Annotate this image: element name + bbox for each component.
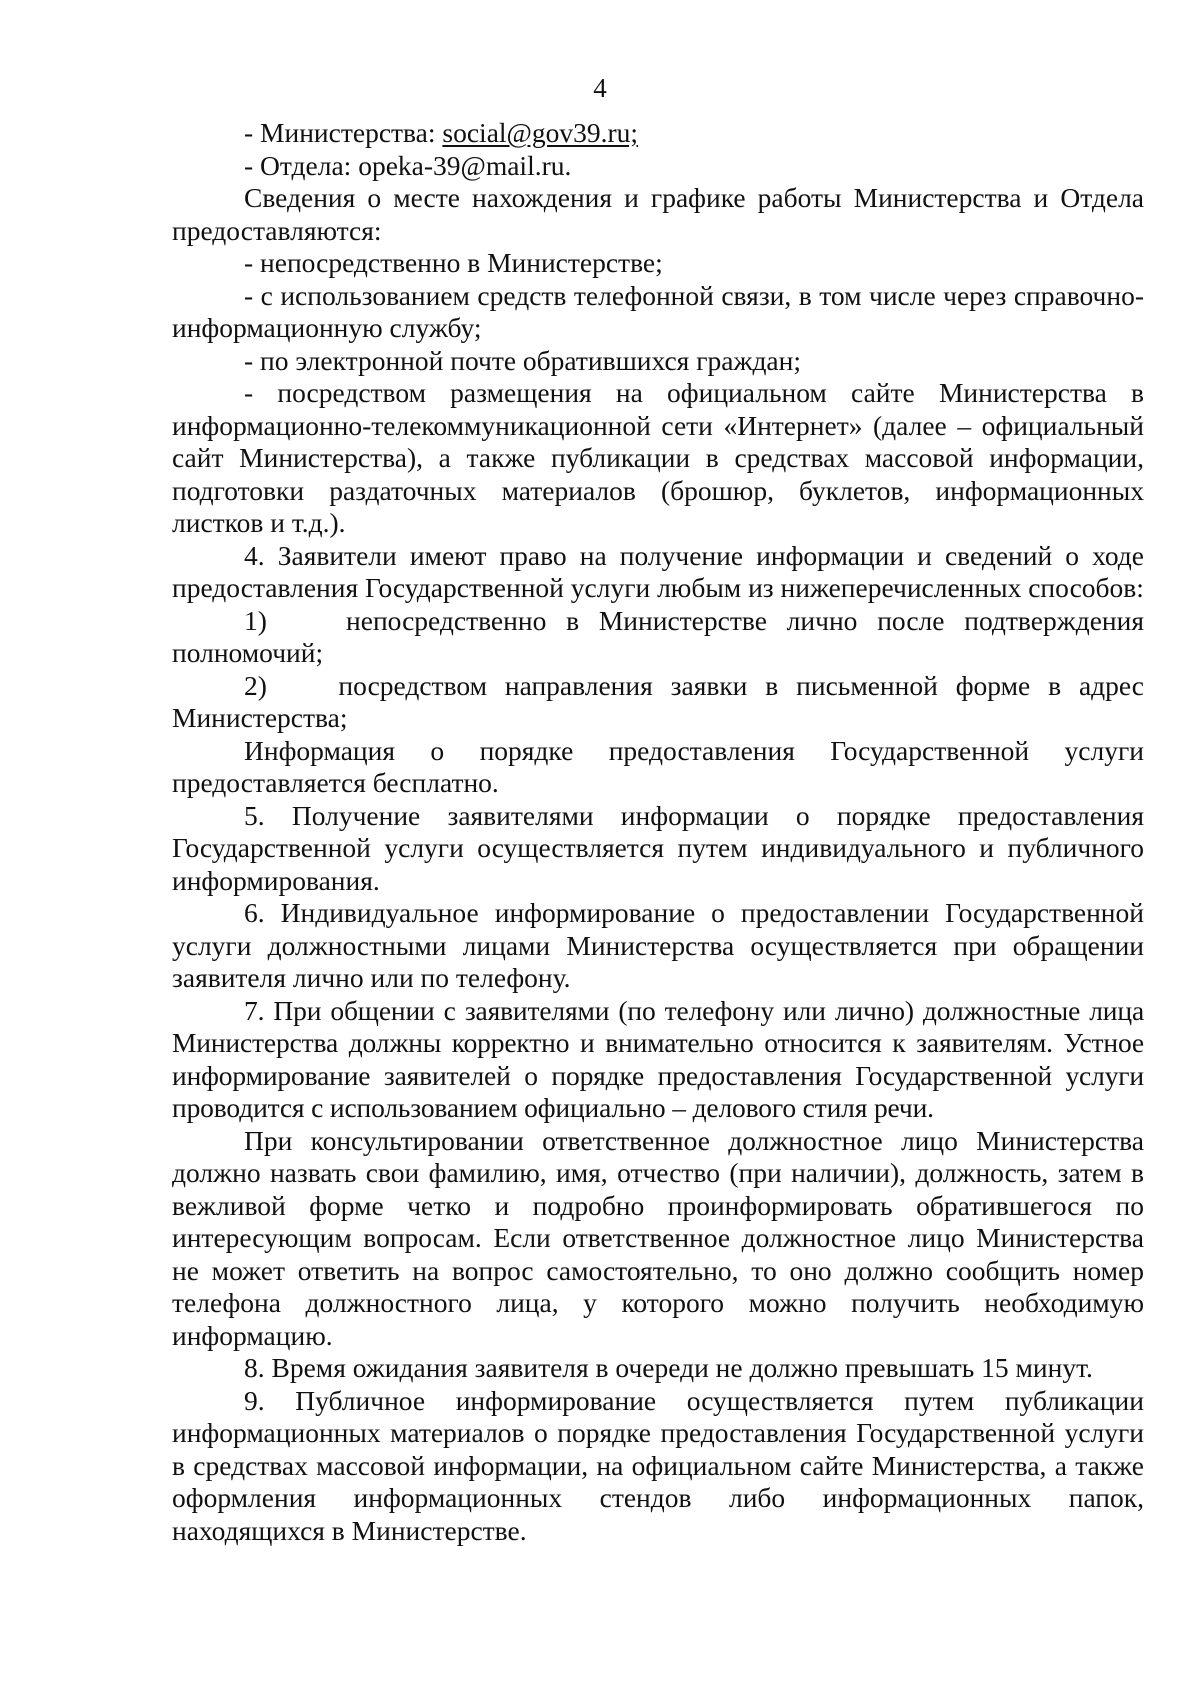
- paragraph-7: 7. При общении с заявителями (по телефону или лично) должностные лица Министерства должны корректно и внимательно относится к заявителям. Устное информирование заявителей о порядке предоставления Государственной услуги проводится с использованием официально – делового стиля речи.: [172, 994, 1144, 1123]
- ministry-email-link[interactable]: social@gov39.ru;: [442, 117, 639, 148]
- paragraph-8: 8. Время ожидания заявителя в очереди не должно превышать 15 минут.: [244, 1352, 1093, 1383]
- list-item-email: - по электронной почте обратившихся граждан;: [244, 344, 801, 376]
- page-number: 4: [593, 73, 607, 103]
- list-item-2: 2) посредством направления заявки в письменной форме в адрес Министерства;: [172, 669, 1144, 733]
- list-item-website: - посредством размещения на официальном сайте Министерства в информационно-телекоммуникационной сети «Интернет» (далее – официальный сайт Министерства), а также публикации в средствах массовой информации, подготовки раздаточных материалов (брошюр, буклетов, информационных листков и т.д.).: [172, 377, 1144, 538]
- ministry-email-label: - Министерства:: [244, 117, 443, 148]
- paragraph-6: 6. Индивидуальное информирование о предоставлении Государственной услуги должностными лицами Министерства осуществляется при обращении заявителя лично или по телефону.: [172, 897, 1144, 993]
- document-body: [172, 117, 1144, 1547]
- paragraph-4: 4. Заявители имеют право на получение информации и сведений о ходе предоставления Государственной услуги любым из нижеперечисленных способов:: [172, 539, 1144, 603]
- department-email-line: - Отдела: opeka-39@mail.ru.: [244, 149, 572, 181]
- paragraph-info-provided: Сведения о месте нахождения и графике работы Министерства и Отдела предоставляются:: [172, 182, 1144, 246]
- paragraph-free-info: Информация о порядке предоставления Государственной услуги предоставляется бесплатно.: [172, 734, 1144, 798]
- list-item-1: 1) непосредственно в Министерстве лично после подтверждения полномочий;: [172, 604, 1144, 668]
- paragraph-5: 5. Получение заявителями информации о порядке предоставления Государственной услуги осуществляется путем индивидуального и публичного информирования.: [172, 799, 1144, 896]
- paragraph-consulting: При консультировании ответственное должностное лицо Министерства должно назвать свои фамилию, имя, отчество (при наличии), должность, затем в вежливой форме четко и подробно проинформировать обратившегося по интересующим вопросам. Если ответственное должностное лицо Министерства не может ответить на вопрос самостоятельно, то оно должно сообщить номер телефона должностного лица, у которого можно получить необходимую информацию.: [172, 1124, 1144, 1351]
- paragraph-9: 9. Публичное информирование осуществляется путем публикации информационных материалов о порядке предоставления Государственной услуги в средствах массовой информации, на официальном сайте Министерства, а также оформления информационных стендов либо информационных папок, находящихся в Министерстве.: [172, 1384, 1144, 1546]
- ministry-email-line: [172, 117, 1144, 150]
- list-item-in-ministry: - непосредственно в Министерстве;: [244, 247, 663, 278]
- list-item-phone: - с использованием средств телефонной связи, в том числе через справочно-информационную службу;: [172, 279, 1144, 343]
